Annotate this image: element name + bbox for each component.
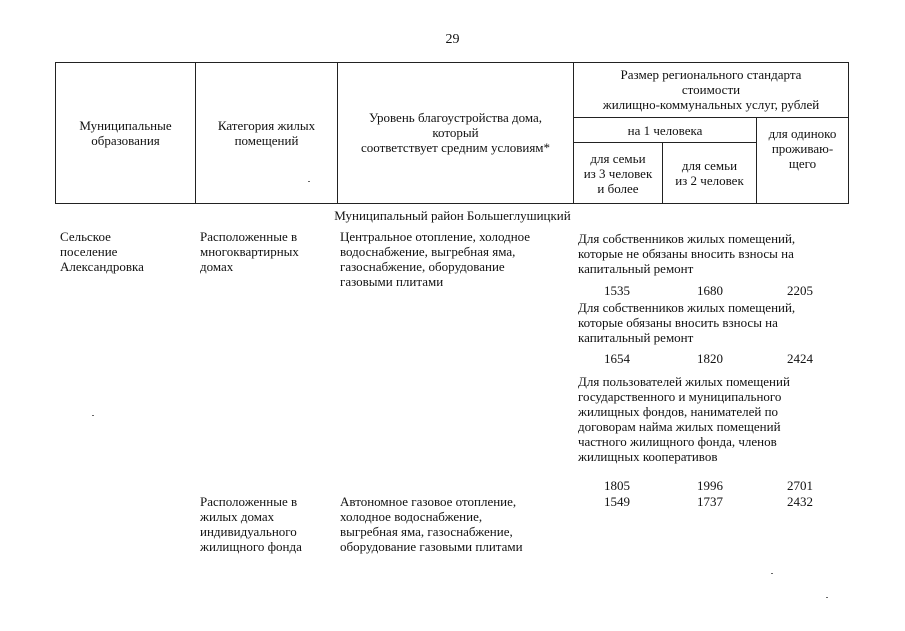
header-family-2: для семьи из 2 человек	[675, 158, 744, 188]
scan-speck	[308, 181, 310, 182]
group-2-label: Для собственников жилых помещений, которые обязаны вносить взносы на капитальный ремонт	[578, 300, 796, 345]
scan-speck	[92, 415, 94, 416]
header-per-person: на 1 человека	[627, 122, 703, 138]
group-1-value-single: 2205	[787, 283, 813, 298]
table-header	[55, 62, 849, 204]
row-2-value-family3: 1549	[604, 494, 630, 509]
row-2-value-family2: 1737	[697, 494, 723, 509]
group-3-value-family3: 1805	[604, 478, 630, 493]
municipality-name: Сельское поселение Александровка	[60, 229, 144, 274]
group-2-value-single: 2424	[787, 351, 813, 366]
header-municipality: Муниципальные образования	[79, 117, 172, 148]
scan-speck	[826, 597, 828, 598]
group-1-value-family2: 1680	[697, 283, 723, 298]
row-2-level: Автономное газовое отопление, холодное водоснабжение, выгребная яма, газоснабжение, оборудование газовыми плитами	[340, 494, 523, 554]
header-standard-size: Размер регионального стандарта стоимости жилищно-коммунальных услуг, рублей	[602, 67, 820, 112]
row-2-category: Расположенные в жилых домах индивидуального жилищного фонда	[200, 494, 302, 554]
group-2-value-family3: 1654	[604, 351, 630, 366]
section-title: Муниципальный район Большеглушицкий	[334, 208, 571, 223]
group-2-value-family2: 1820	[697, 351, 723, 366]
header-single: для одиноко проживаю- щего	[768, 126, 837, 171]
group-1-value-family3: 1535	[604, 283, 630, 298]
scan-speck	[771, 573, 773, 574]
row-1-category: Расположенные в многоквартирных домах	[200, 229, 299, 274]
page-number: 29	[445, 32, 460, 47]
header-vline-6	[848, 62, 849, 204]
row-1-level: Центральное отопление, холодное водоснабжение, выгребная яма, газоснабжение, оборудование газовыми плитами	[340, 229, 531, 289]
group-3-value-single: 2701	[787, 478, 813, 493]
group-1-label: Для собственников жилых помещений, которые не обязаны вносить взносы на капитальный ремонт	[578, 231, 796, 276]
header-category: Категория жилых помещений	[217, 117, 316, 148]
header-family-3: для семьи из 3 человек и более	[583, 150, 653, 196]
group-3-label: Для пользователей жилых помещений государственного и муниципального жилищных фондов, нанимателей по договорам найма жилых помещений частного жилищного фонда, членов жилищных кооперативов	[578, 374, 790, 464]
header-level: Уровень благоустройства дома, который соответствует средним условиям*	[360, 110, 551, 155]
group-3-value-family2: 1996	[697, 478, 723, 493]
row-2-value-single: 2432	[787, 494, 813, 509]
header-border-bottom	[55, 203, 849, 204]
